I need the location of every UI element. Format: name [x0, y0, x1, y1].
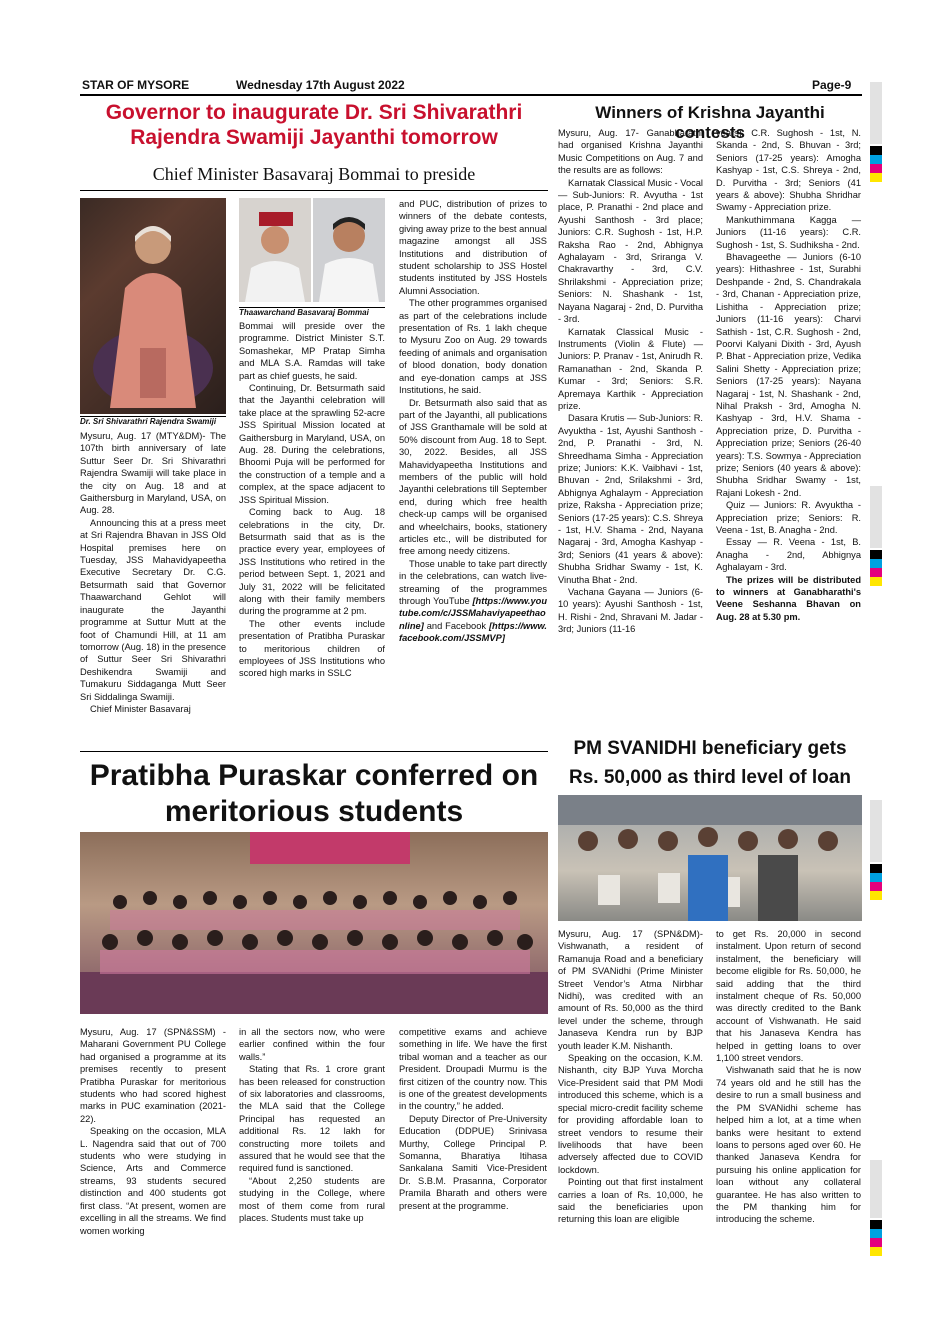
facebook-link: [https://www.facebook.com/JSSMVP] — [399, 620, 547, 644]
krishna-col1: Mysuru, Aug. 17- Ganabharathi had organised Krishna Jayanthi Music Competitions on Aug. 7 and the results are as follows: Karnatak Classical Music - Vocal — Sub-Juniors: R. Avyutha - 1st place, P. Pranathi - 2nd place and Ayushi Santhosh - 3rd place; Juniors: C.R. Sughosh - 1st, H.P. Raksha Rao - 2nd, Abhignya Aghalayam - 3rd, Sriranga V. Chakravarthy - 3rd, C.V. Shrilakshmi - Appreciation prize; Seniors: N. Shashank - 1st, Nayana Nagaraj - 2nd, D. Purvitha - 3rd. Karnatak Classical Music - Instruments (Violin & Flute) — Juniors: P. Pranav - 1st, Anirudh R. Ramanathan - 2nd, Skanda P. Kumar - 3rd; Seniors: S.R. Apremaya Karthik - Appreciation prize. Dasara Krutis — Sub-Juniors: R. Avyuktha - 1st, Ayushi Santhosh - 2nd, P. Pranathi - 3rd, N. Shreedhama Simha - Appreciation prize; Juniors: K.K. Vaibhavi - 1st, Bhuvan - 2nd, Srilakshmi - 3rd, Abhignya Aghalaym - Appreciation prize, Raksha - Appreciation prize; Seniors (17-25 years): C.S. Shreya - 1st, H.V. Shama - 2nd, Nayana Nagaraj - 3rd, Amogha Kashyap - 3rd; Seniors (41 years & above): Shubha Sridhar Swamy - 1st, K. Vinutha Bhat - 2nd. Vachana Gayana — Juniors (6-10 years): Ayushi Santhosh - 1st, H. Rishi - 2nd, Shravani M. Jadar - 3rd; Juniors (11-16 — [558, 128, 703, 635]
cmyk-marks-2 — [870, 550, 882, 586]
page-number: Page-9 — [812, 78, 852, 92]
cmyk-marks-1 — [870, 146, 882, 182]
pratibha-col2: in all the sectors now, who were earlier confined within the four walls.” Stating that Rs. 1 crore grant has been released for construction of six laboratories and classrooms, the MLA said that the College Principal has requested an additional Rs. 12 lakh for constructing more toilets and assured that he would see that the required fund is sanctioned. “About 2,250 students are studying in the College, where most of them come from rural places. Students must take up — [239, 1027, 385, 1224]
print-margin-bar — [870, 1160, 882, 1218]
governor-col3: and PUC, distribution of prizes to winners of the debate contests, giving away prize to the best annual magazine amongst all JSS Institutions and distribution of student scholarship to JSS Hostel students instituted by JSS Hostels Alumni Association. The other programmes organised as part of the celebrations include presentation of Rs. 1 lakh cheque to Mysuru Zoo on Aug. 29 towards feeding of animals and organisation of blood donation, body donation and eye-donation camps at JSS Institutions, he said. Dr. Betsurmath also said that as part of the Jayanthi, all publications of JSS Granthamale will be sold at 50% discount from Aug. 18 to Sept. 30, 2022. Besides, all JSS Mahavidyapeetha Institutions and members of the public will hold Jayanthi celebrations till September end, during which free health check-up camps will be organised and wheelchairs, books, stationery articles etc., will be distributed for free among needy citizens. Those unable to take part directly in the celebrations, can watch live-streaming of the programmes through YouTube [https://www.youtube.com/c/JSSMahaviyapeethaonline] and Facebook [https://www.facebook.com/JSSMVP] — [399, 199, 547, 644]
print-margin-bar — [870, 486, 882, 548]
issue-date: Wednesday 17th August 2022 — [236, 78, 405, 92]
governor-col2: Bommai will preside over the programme. District Minister S.T. Somashekar, MP Pratap Simha and MLA S.A. Ramdas will take part as chief guests, he said. Continuing, Dr. Betsurmath said that the Jayanthi celebration will take place at the sprawling 52-acre JSS Spiritual Mission located at Gaithersburg in Maryland, USA, on Aug. 28. During the celebrations, Bhoomi Puja will be performed for the construction of a temple and a complex, at the space adjacent to JSS Spiritual Mission. Coming back to Aug. 18 celebrations in the city, Dr. Betsurmath said that as is the practice every year, employees of JSS Institutions who retired in the period between Sept. 1, 2021 and July 31, 2022 will be felicitated along with their family members during the programme at 2 pm. The other events include presentation of Pratibha Puraskar to meritorious children of employees of JSS Institutions who scored high marks in SSLC — [239, 321, 385, 679]
swamiji-photo — [80, 198, 226, 414]
krishna-headline: Winners of Krishna Jayanthi contests — [595, 103, 825, 142]
print-margin-bar — [870, 800, 882, 862]
politicians-caption: Thaawarchand Basavaraj Bommai — [239, 307, 385, 317]
pratibha-headline: Pratibha Puraskar conferred on meritorious students — [89, 759, 539, 828]
krishna-col2: years): C.R. Sughosh - 1st, N. Skanda - 2nd, S. Bhuvan - 3rd; Seniors (17-25 years): Amogha Kashyap - 1st, C.S. Shreya - 2nd, D. Purvitha - 3rd; Seniors (41 years & above): Shubha Shridhar Swamy - Appreciation prize. Mankuthimmana Kagga — Juniors (11-16 years): C.R. Sughosh - 1st, S. Sudhiksha - 2nd. Bhavageethe — Juniors (6-10 years): Hithashree - 1st, Surabhi Deshpande - 2nd, S. Chandrakala - 3rd, Chanan - Appreciation prize, Lishitha - Appreciation prize; Juniors (11-16 years): Charvi Sathish - 1st, C.R. Sughosh - 2nd, Poorvi Kalyani Dixith - 3rd, Ayush P. Bhat - Appreciation prize, Vedika Salini Shetty - Appreciation prize; Seniors (17-25 years): Nayana Nagaraj - 1st, N. Shashank - 2nd, Nihal Praksh - 3rd, Amogha N. Kashyap - 3rd, H.V. Shama - Appreciation prize, D. Purvitha - Appreciation prize; Seniors (26-40 years): T.S. Sowmya - Appreciation prize; Seniors (40 years & above): Shubha Sridhar Swamy - 1st, Rajani Lokesh - 2nd. Quiz — Juniors: R. Avyuktha - Appreciation prize; Seniors: R. Veena - 1st, B. Anagha - 2nd. Essay — R. Veena - 1st, B. Anagha - 2nd, Abhignya Aghalayam - 3rd. The prizes will be distributed to winners at Ganabharathi's Veene Seshanna Bhavan on Aug. 28 at 5.30 pm. — [716, 128, 861, 622]
bommai-photo — [313, 198, 385, 302]
svanidhi-col2: to get Rs. 20,000 in second instalment. Upon return of second instalment, the beneficiary will become eligible for Rs. 50,000, he said adding that the third instalment cheque of Rs. 50,000 was directly credited to the Bank account of Vishwanath. He said that his Janaseva Kendra has helped in getting loans to over 1,100 street vendors. Vishwanath said that he is now 74 years old and he still has the desire to run a small business and the PM SVANidhi scheme has helped him a lot, at a time when banks were hesitant to extend loans to persons aged over 60. He thanked Janaseva Kendra for pursuing his online application for loan without any collateral guarantee. He has also written to the PM thanking him for introducing the scheme. — [716, 929, 861, 1225]
svanidhi-headline: PM SVANIDHI beneficiary gets Rs. 50,000 as third level of loan — [569, 738, 851, 788]
svanidhi-photo — [558, 795, 862, 921]
students-group-photo — [80, 832, 548, 1014]
governor-col1: Mysuru, Aug. 17 (MTY&DM)- The 107th birth anniversary of late Suttur Seer Dr. Sri Shivarathri Rajendra Swamiji will take place in the city on Aug. 18 and at Gaithersburg in Maryland, USA, on Aug. 28. Announcing this at a press meet at Sri Rajendra Bhavan in JSS Old Hospital premises here on Tuesday, JSS Mahavidyapeetha Executive Secretary Dr. C.G. Betsurmath said that Governor Thaawarchand Gehlot will inaugurate the Jayanthi programme at Suttur Mutt at the foot of Chamundi Hill, at 11 am tomorrow (Aug. 18) in the presence of Suttur Seer Sri Shivarathri Deshikendra Swamiji and Tumakuru Siddaganga Mutt Seer Sri Siddalinga Swamiji. Chief Minister Basavaraj — [80, 431, 226, 714]
pratibha-col3: competitive exams and achieve something in life. We have the first tribal woman and a teacher as our President. Droupadi Murmu is the first citizen of the country now. This is one of the greatest developments in the country,” he added. Deputy Director of Pre-University Education (DDPUE) Srinivasa Murthy, College Principal P. Somanna, Bharatiya Itihasa Sankalana Samiti Vice-President Dr. S.B.M. Prasanna, Corporator Pramila Bharath and others were present at the programme. — [399, 1027, 547, 1211]
governor-headline: Governor to inaugurate Dr. Sri Shivarathri Rajendra Swamiji Jayanthi tomorrow — [105, 101, 523, 149]
pratibha-col1: Mysuru, Aug. 17 (SPN&SSM) - Maharani Government PU College had organised a programme at its premises recently to present Pratibha Puraskar for meritorious students who had scored highest marks in PUC examination (2021-22). Speaking on the occasion, MLA L. Nagendra said that out of 700 students who were studying in Science, Arts and Commerce streams, 93 students secured distinction and 400 students got first class. “At present, women are excelling in all the streams. We find women working — [80, 1027, 226, 1236]
gehlot-photo — [239, 198, 311, 302]
divider — [80, 751, 548, 752]
swamiji-caption: Dr. Sri Shivarathri Rajendra Swamiji — [80, 416, 226, 426]
print-margin-bar — [870, 82, 882, 144]
svanidhi-col1: Mysuru, Aug. 17 (SPN&DM)- Vishwanath, a resident of Ramanuja Road and a beneficiary of PM SVANidhi (Prime Minister Street Vendor’s Atma Nirbhar Nidhi), was credited with an amount of Rs. 50,000 as the third level under the scheme, through Janaseva Kendra run by BJP youth leader K.M. Nishanth. Speaking on the occasion, K.M. Nishanth, city BJP Yuva Morcha Vice-President said that PM Modi introduced this scheme, which is a special micro-credit facility scheme for providing affordable loan to street vendors to resume their livelihoods that have been adversely affected due to COVID lockdown. Pointing out that first instalment carries a loan of Rs. 10,000, he said the beneficiaries upon returning this loan are eligible — [558, 929, 703, 1225]
cmyk-marks-4 — [870, 1220, 882, 1256]
cmyk-marks-3 — [870, 864, 882, 900]
youtube-link: [https://www.youtube.com/c/JSSMahaviyapeethaonline] — [399, 596, 547, 631]
divider — [80, 190, 548, 191]
governor-subhead: Chief Minister Basavaraj Bommai to preside — [152, 164, 476, 184]
paper-name: STAR OF MYSORE — [82, 78, 190, 92]
header-rule — [80, 94, 862, 96]
